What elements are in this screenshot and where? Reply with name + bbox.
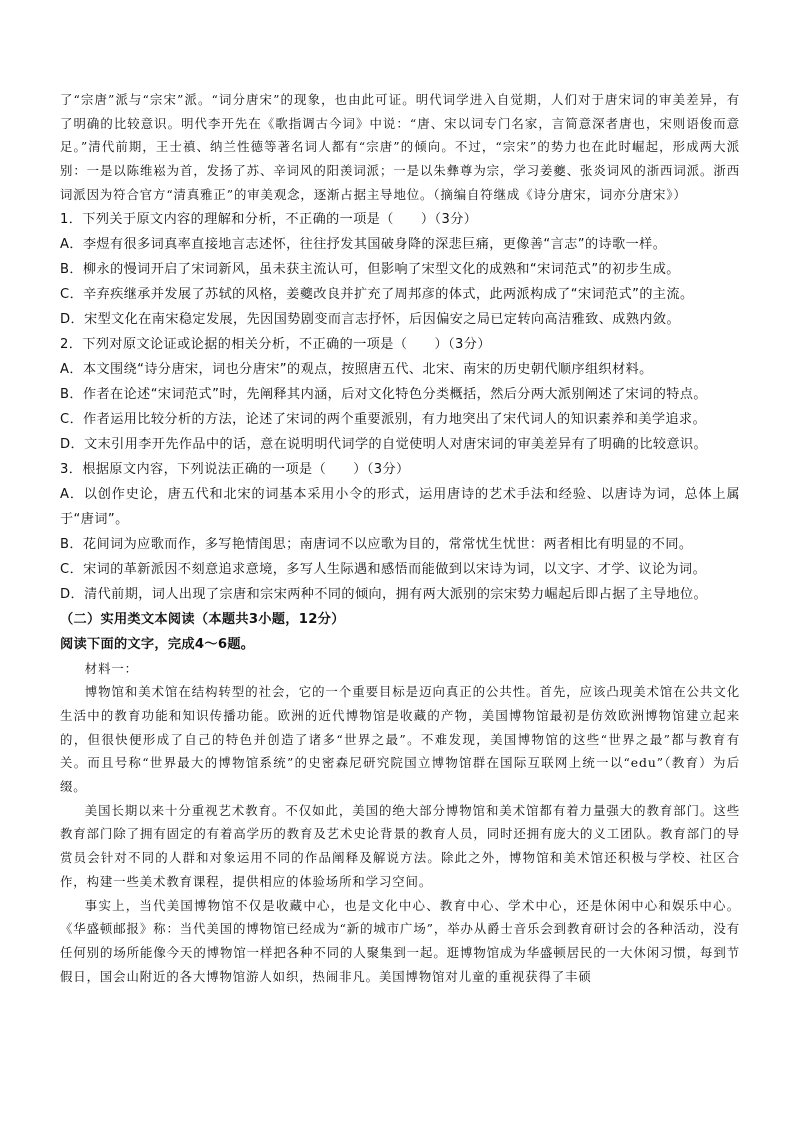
option-a: A．以创作史论，唐五代和北宋的词基本采用小令的形式，运用唐诗的艺术手法和经验、以唐诗为词，总体上属于“唐词”。	[60, 486, 740, 527]
question-stem: 3．根据原文内容，下列说法正确的一项是（ ）（3分）	[60, 461, 410, 477]
material-one	[60, 657, 740, 989]
question-1	[60, 207, 740, 332]
option-d: D．宋型文化在南宋稳定发展，先因国势剧变而言志抒怀，后因偏安之局已定转向高洁雅致、成熟内敛。	[60, 311, 680, 327]
document-page	[60, 88, 740, 988]
material-paragraph: 事实上，当代美国博物馆不仅是收藏中心，也是文化中心、教育中心、学术中心，还是休闲中心和娱乐中心。《华盛顿邮报》称：当代美国的博物馆已经成为“新的城市广场”，举办从爵士音乐会到教育研讨会的各种活动，没有任何别的场所能像今天的博物馆一样把各种不同的人聚集到一起。逛博物馆成为华盛顿居民的一大休闲习惯，每到节假日，国会山附近的各大博物馆游人如织，热闹非凡。美国博物馆对儿童的重视获得了丰硕	[60, 897, 740, 984]
option-c: C．辛弃疾继承并发展了苏轼的风格，姜夔改良并扩充了周邦彦的体式，此两派构成了“宋词范式”的主流。	[60, 286, 694, 302]
intro-passage	[60, 88, 740, 207]
option-a: A．本文围绕“诗分唐宋，词也分唐宋”的观点，按照唐五代、北宋、南宋的历史朝代顺序组织材料。	[60, 361, 653, 377]
section-heading: （二）实用类文本阅读（本题共3小题，12分）	[60, 611, 345, 627]
option-c: C．作者运用比较分析的方法，论述了宋词的两个重要派别，有力地突出了宋代词人的知识素养和美学追求。	[60, 411, 707, 427]
option-b: B．花间词为应歌而作，多写艳情闺思；南唐词不以应歌为目的，常常忧生忧世：两者相比有明显的不同。	[60, 536, 693, 552]
option-b: B．柳永的慢词开启了宋词新风，虽未获主流认可，但影响了宋型文化的成熟和“宋词范式”的初步生成。	[60, 261, 680, 277]
option-d: D．清代前期，词人出现了宗唐和宗宋两种不同的倾向，拥有两大派别的宗宋势力崛起后即占据了主导地位。	[60, 586, 708, 602]
option-c: C．宋词的革新派因不刻意追求意境，多写人生际遇和感悟而能做到以宋诗为词，以文字、才学、议论为词。	[60, 561, 707, 577]
option-d: D．文末引用李开先作品中的话，意在说明明代词学的自觉使明人对唐宋词的审美差异有了明确的比较意识。	[60, 436, 708, 452]
reading-instruction: 阅读下面的文字，完成4～6题。	[60, 636, 255, 652]
question-stem: 2．下列对原文论证或论据的相关分析，不正确的一项是（ ）（3分）	[60, 336, 491, 352]
option-a: A．李煜有很多词真率直接地言志述怀，往往抒发其国破身降的深悲巨痛，更像善“言志”的诗歌一样。	[60, 236, 667, 252]
material-paragraph: 美国长期以来十分重视艺术教育。不仅如此，美国的绝大部分博物馆和美术馆都有着力量强大的教育部门。这些教育部门除了拥有固定的有着高学历的教育及艺术史论背景的教育人员，同时还拥有庞大的义工团队。教育部门的导赏员会针对不同的人群和对象运用不同的作品阐释及解说方法。除此之外，博物馆和美术馆还积极与学校、社区合作，构建一些美术教育课程，提供相应的体验场所和学习空间。	[60, 802, 740, 889]
intro-paragraph: 了“宗唐”派与“宗宋”派。“词分唐宋”的现象，也由此可证。明代词学进入自觉期，人们对于唐宋词的审美差异，有了明确的比较意识。明代李开先在《歌指调古今词》中说：“唐、宋以词专门名家，言简意深者唐也，宋则语俊而意足。”清代前期，王士禛、纳兰性德等著名词人都有“宗唐”的倾向。不过，“宗宋”的势力也在此时崛起，形成两大派别：一是以陈维崧为首，发扬了苏、辛词风的阳羡词派；一是以朱彝尊为宗，学习姜夔、张炎词风的浙西词派。浙西词派因为符合官方“清真雅正”的审美观念，逐渐占据主导地位。（摘编自符继成《诗分唐宋，词亦分唐宋》）	[60, 92, 740, 202]
question-stem: 1．下列关于原文内容的理解和分析，不正确的一项是（ ）（3分）	[60, 211, 478, 227]
material-title: 材料一：	[84, 660, 138, 676]
question-2	[60, 332, 740, 457]
question-3	[60, 457, 740, 607]
option-b: B．作者在论述“宋词范式”时，先阐释其内涵，后对文化特色分类概括，然后分两大派别阐述了宋词的特点。	[60, 386, 707, 402]
material-paragraph: 博物馆和美术馆在结构转型的社会，它的一个重要目标是迈向真正的公共性。首先，应该凸现美术馆在公共文化生活中的教育功能和知识传播功能。欧洲的近代博物馆是收藏的产物，美国博物馆最初是仿效欧洲博物馆建立起来的，但很快便形成了自己的特色并创造了诸多“世界之最”。不难发现，美国博物馆的这些“世界之最”都与教育有关。而且号称“世界最大的博物馆系统”的史密森尼研究院国立博物馆群在国际互联网上统一以“edu”（教育）为后缀。	[60, 684, 740, 795]
